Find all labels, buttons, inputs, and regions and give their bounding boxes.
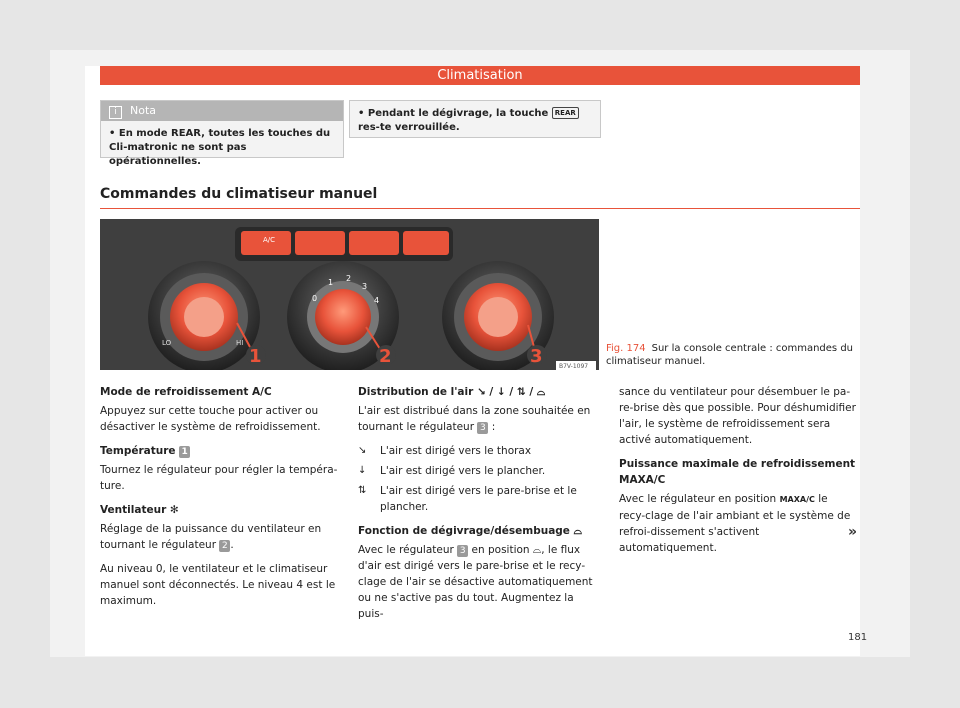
callout-badge: 1 <box>179 446 190 458</box>
heading-defrost: Fonction de dégivrage/désembuage ⌓ <box>358 525 582 537</box>
heading-temperature: Température 1 <box>100 443 338 459</box>
callout-badge: 3 <box>457 545 468 557</box>
continue-marker: » <box>848 524 858 540</box>
paragraph: Avec le régulateur en position MAXA/C le recy-clage de l'air ambiant et le système de refroi-dissement s'activent automatiquement. <box>619 493 851 554</box>
fan-icon: ✻ <box>169 504 179 516</box>
air-windscreen-floor-icon: ⇅ <box>358 485 367 496</box>
figure-caption-text: Sur la console centrale : commandes du climatiseur manuel. <box>606 343 854 367</box>
paragraph: Au niveau 0, le ventilateur et le climatiseur manuel sont déconnectés. Le niveau 4 est le maximum. <box>100 563 336 607</box>
air-chest-icon: ↘ <box>358 445 367 456</box>
list-item: ↘ L'air est dirigé vers le thorax <box>358 445 532 457</box>
column-1 <box>100 384 338 617</box>
heading-cooling-mode: Mode de refroidissement A/C <box>100 386 272 398</box>
photo-code: B7V-1097 <box>559 363 589 370</box>
ac-button-label: A/C <box>263 236 276 244</box>
chapter-header: Climatisation <box>100 66 860 85</box>
climate-control-photo <box>100 219 599 370</box>
fan-tick-3: 3 <box>362 282 368 291</box>
figure-caption <box>606 342 860 368</box>
callout-1: 1 <box>249 346 262 367</box>
list-item: ⇅ L'air est dirigé vers le pare-brise et le plancher. <box>358 485 577 513</box>
note-item-text: res-te verrouillée. <box>358 122 460 133</box>
note-item-text: En mode REAR, toutes les touches du Cli-matronic ne sont pas opérationnelles. <box>109 128 331 167</box>
air-floor-icon: ↓ <box>358 465 367 476</box>
rear-defrost-button <box>295 231 345 255</box>
hi-label: HI <box>236 339 244 347</box>
note-box-continued <box>349 100 601 138</box>
callout-3: 3 <box>530 346 543 367</box>
paragraph: Réglage de la puissance du ventilateur en tournant le régulateur 2 . <box>100 523 322 551</box>
callout-badge: 2 <box>219 540 230 552</box>
figure-number: Fig. 174 <box>606 343 646 354</box>
rear-key-icon: REAR <box>552 107 579 119</box>
heading-fan: Ventilateur ✻ <box>100 504 179 516</box>
page-number: 181 <box>848 632 868 643</box>
callout-2: 2 <box>379 346 392 367</box>
fan-tick-0: 0 <box>312 294 318 303</box>
note-item: • Pendant le dégivrage, la touche REAR res-te verrouillée. <box>350 101 600 135</box>
max-ac-icon: MAXA/C <box>779 495 815 504</box>
defrost-icon: ⌓ <box>573 525 582 537</box>
recirculation-button <box>403 231 449 255</box>
fan-dial <box>315 289 371 345</box>
column-3 <box>619 384 857 564</box>
column-2 <box>358 384 598 630</box>
lo-label: LO <box>162 339 172 347</box>
air-chest-icon: ↘ <box>476 386 486 398</box>
section-divider <box>100 208 860 209</box>
defrost-icon: ⌓ <box>536 386 546 398</box>
air-floor-icon: ↓ <box>496 386 506 398</box>
paragraph: sance du ventilateur pour désembuer le pa-re-brise dès que possible. Pour déshumidifier l'air, le système de refroidissement sera activé automatiquement. <box>619 386 856 446</box>
paragraph: Avec le régulateur 3 en position ⌓, le flux d'air est dirigé vers le pare-brise et le recy-clage de l'air se désactive automatiquement ou ne s'active pas du tout. Augmentez la puis- <box>358 544 593 620</box>
note-heading-text: Nota <box>130 104 157 117</box>
defrost-icon: ⌓ <box>532 544 542 556</box>
callout-badge: 3 <box>477 422 488 434</box>
paragraph: L'air est distribué dans la zone souhaitée en tournant le régulateur 3 : <box>358 405 591 433</box>
air-windscreen-floor-icon: ⇅ <box>516 386 526 398</box>
note-item: • En mode REAR, toutes les touches du Cli-matronic ne sont pas opérationnelles. <box>109 128 331 167</box>
paragraph: Tournez le régulateur pour régler la tempéra-ture. <box>100 464 338 492</box>
note-box <box>100 100 344 167</box>
list-item: ↓ L'air est dirigé vers le plancher. <box>358 465 546 477</box>
info-icon: i <box>109 106 122 119</box>
note-item-text: Pendant le dégivrage, la touche <box>367 108 549 119</box>
heading-max-cooling: Puissance maximale de refroidissement MAXA/C <box>619 458 856 486</box>
fan-tick-1: 1 <box>328 278 334 287</box>
front-defrost-button <box>349 231 399 255</box>
note-heading <box>101 101 343 121</box>
max-ac-icon: MAXA/C <box>619 474 666 486</box>
fan-tick-2: 2 <box>346 274 352 283</box>
section-title: Commandes du climatiseur manuel <box>100 186 378 202</box>
paragraph: Appuyez sur cette touche pour activer ou désactiver le système de refroidissement. <box>100 405 321 433</box>
fan-tick-4: 4 <box>374 296 380 305</box>
climate-panel-illustration <box>100 219 599 370</box>
heading-air-distribution: Distribution de l'air ↘ / ↓ / ⇅ / ⌓ <box>358 386 546 398</box>
